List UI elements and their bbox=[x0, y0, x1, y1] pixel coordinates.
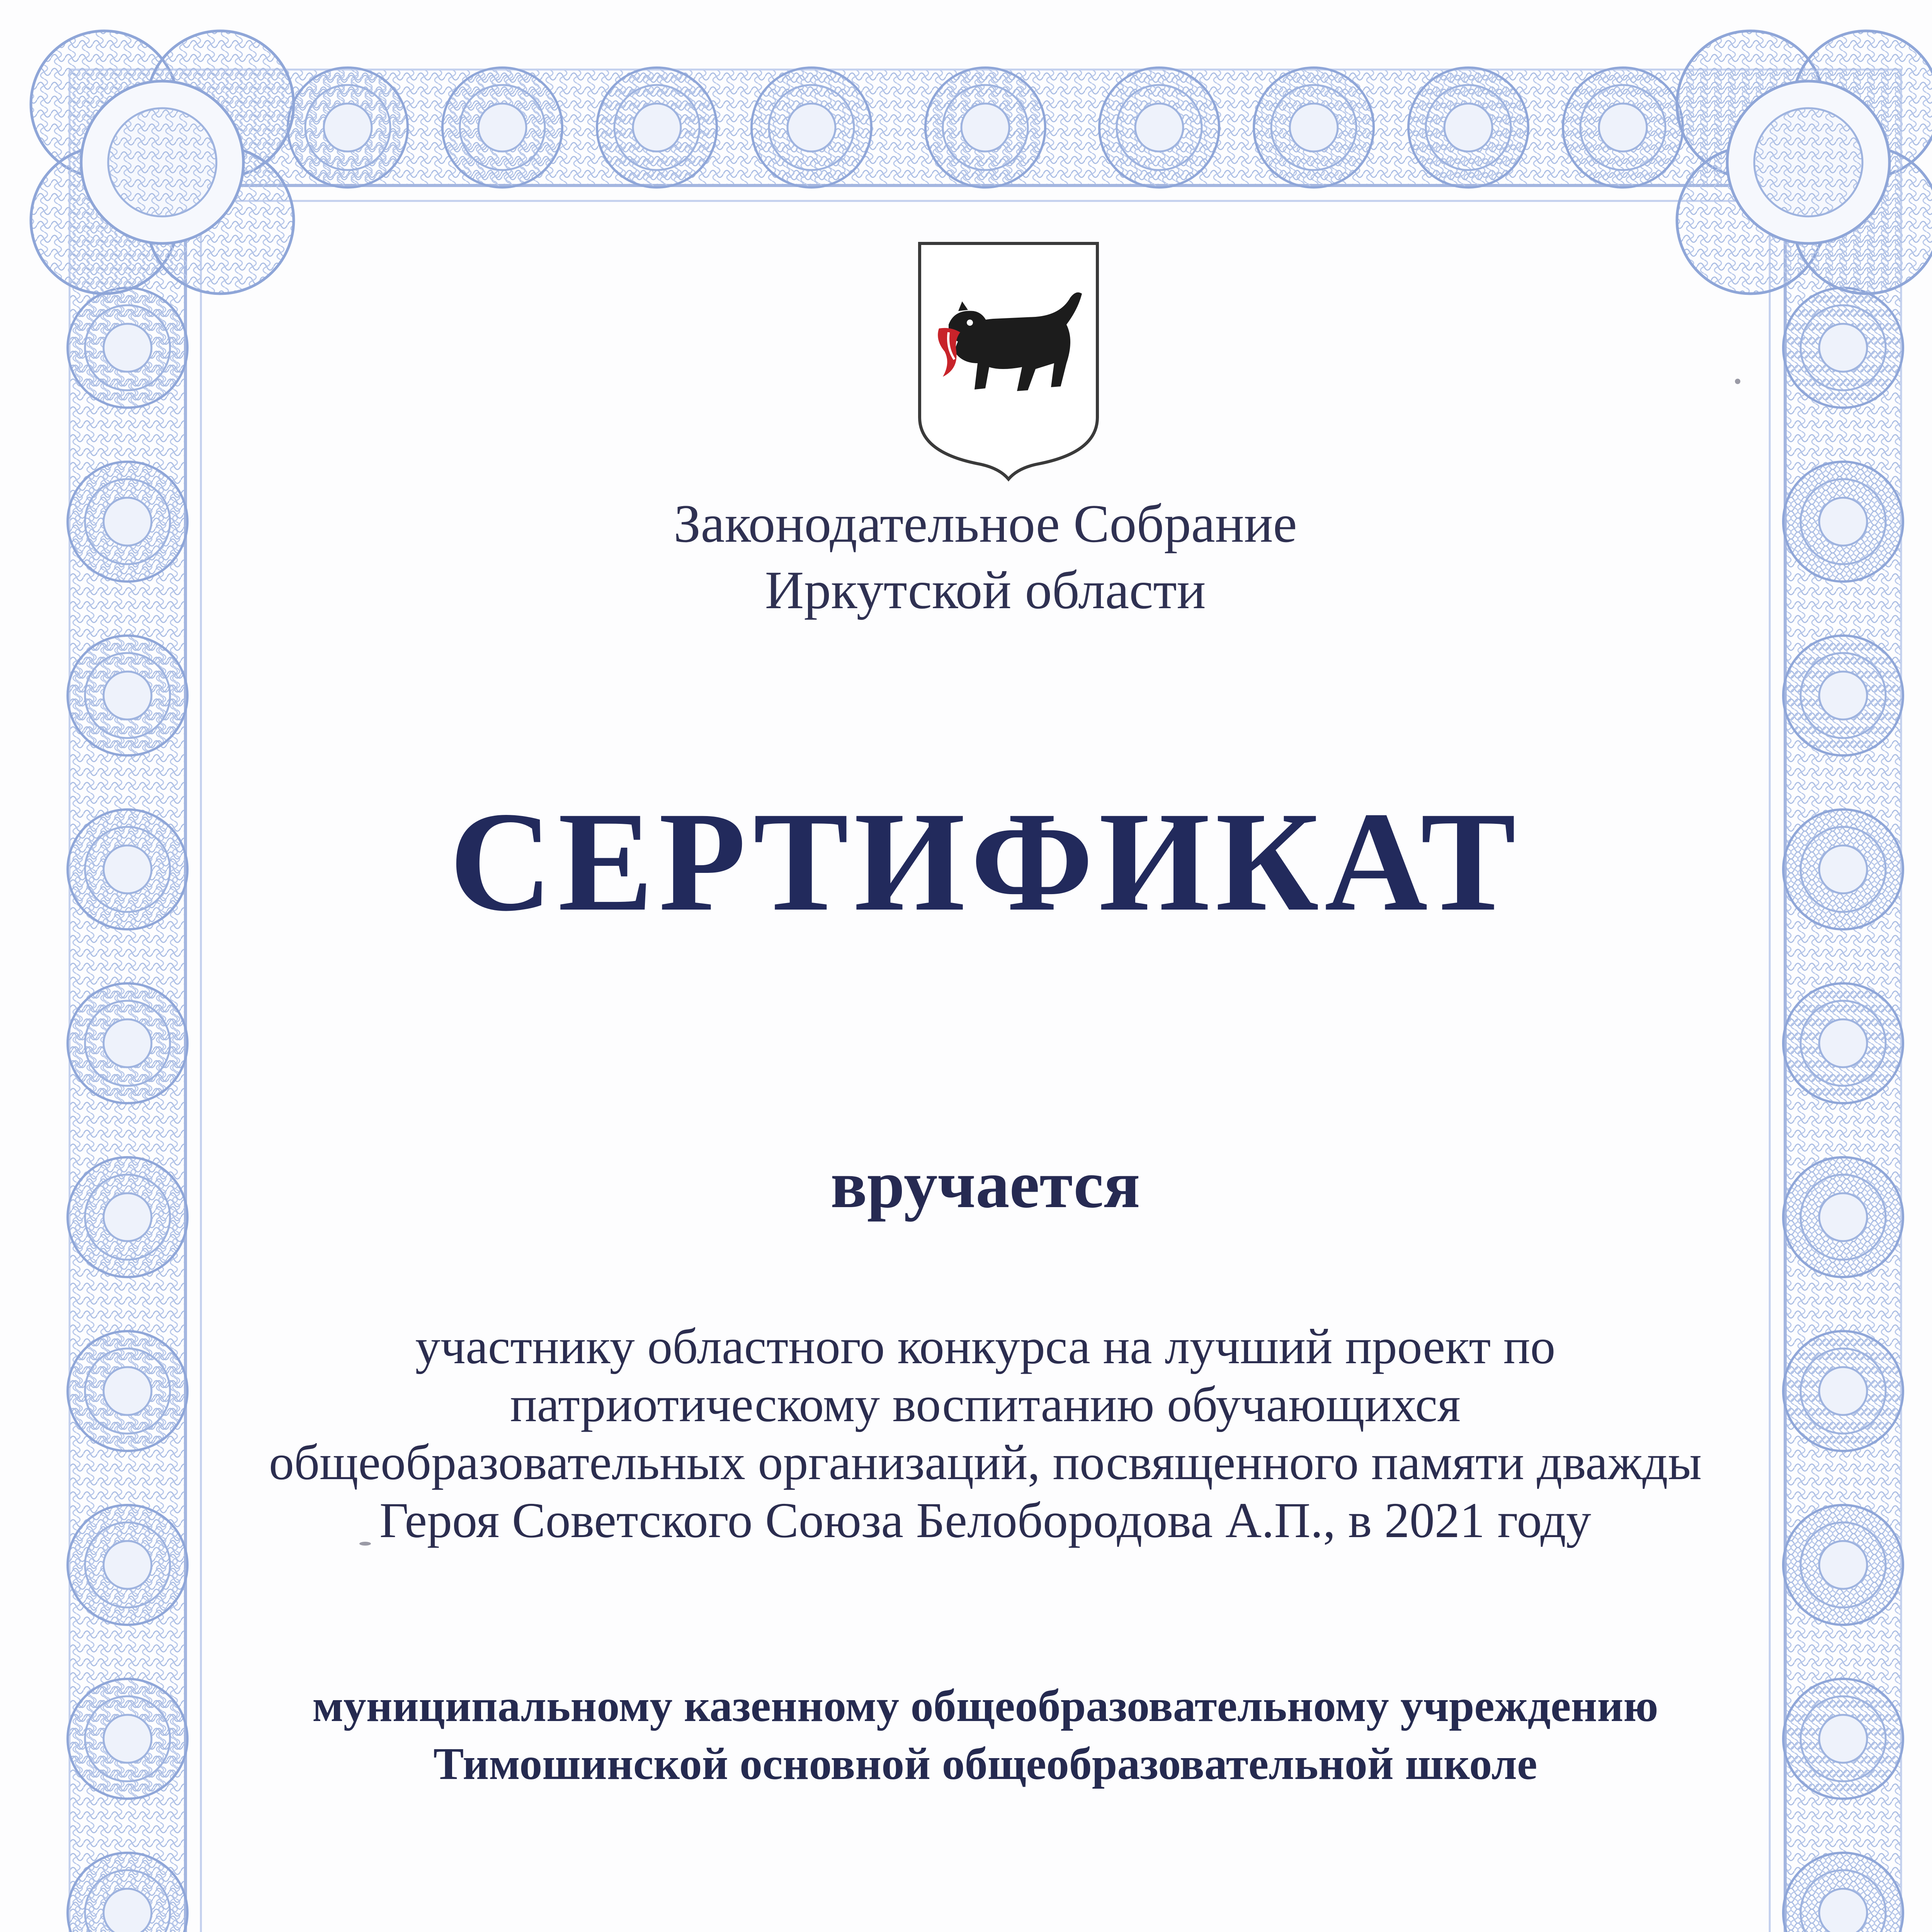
certificate-title: СЕРТИФИКАТ bbox=[449, 782, 1522, 941]
issuer-line: Законодательное Собрание bbox=[673, 494, 1297, 554]
scan-artifact bbox=[1735, 379, 1740, 384]
recipient-name bbox=[0, 1677, 1932, 1793]
issuer-line: Иркутской области bbox=[765, 560, 1206, 620]
recipient-line: Тимошинской основной общеобразовательной школе bbox=[433, 1738, 1537, 1789]
reason-line: общеобразовательных организаций, посвященного памяти дважды bbox=[269, 1435, 1702, 1490]
reason-line: участнику областного конкурса на лучший проект по bbox=[415, 1319, 1556, 1374]
recipient-line: муниципальному казенному общеобразовательному учреждению bbox=[312, 1680, 1658, 1731]
award-reason bbox=[0, 1318, 1932, 1549]
reason-line: Героя Советского Союза Белобородова А.П., в 2021 году bbox=[379, 1493, 1591, 1548]
scan-artifact bbox=[359, 1542, 371, 1546]
awarded-label: вручается bbox=[830, 1147, 1140, 1222]
irkutsk-babr-coat-of-arms-icon bbox=[912, 236, 1105, 483]
issuer-name bbox=[0, 491, 1932, 624]
reason-line: патриотическому воспитанию обучающихся bbox=[510, 1377, 1461, 1432]
